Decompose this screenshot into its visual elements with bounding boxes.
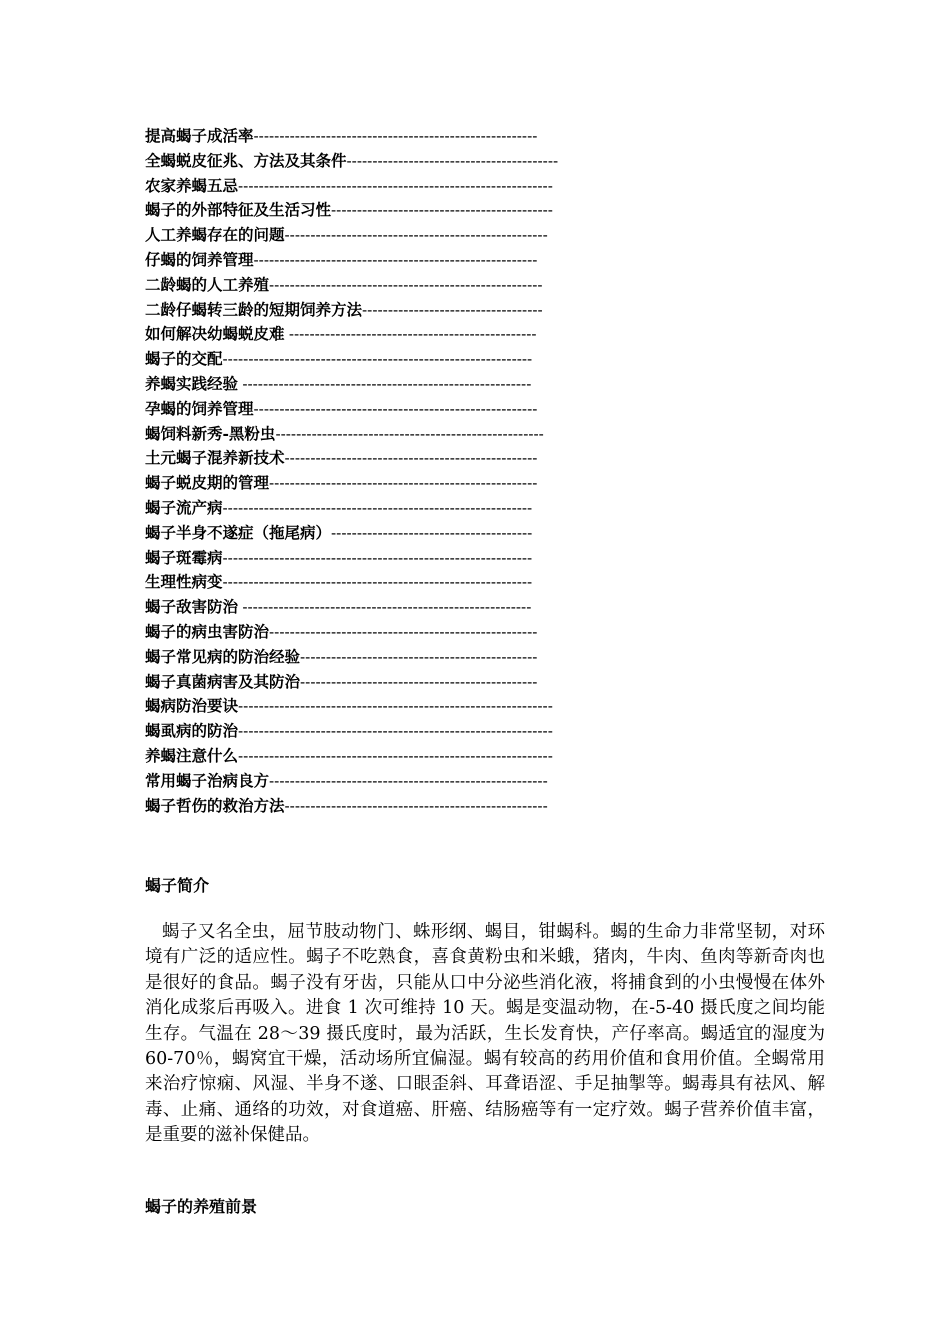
- toc-entry-title: 蝎子的病虫害防治: [145, 621, 270, 641]
- toc-leader-dashes: -----------------------------------------: [346, 152, 559, 170]
- toc-leader-dashes: --------------------------------------------------------: [238, 599, 532, 617]
- toc-leader-dashes: -------------------------------------------------------: [253, 128, 538, 145]
- toc-entry-title: 养蝎注意什么: [145, 745, 239, 765]
- toc-leader-dashes: --------------------------------------------------------: [238, 375, 532, 393]
- intro-heading: 蝎子简介: [145, 876, 210, 895]
- toc-leader-dashes: ---------------------------------------: [331, 524, 533, 542]
- toc-entry[interactable]: [145, 595, 705, 620]
- toc-leader-dashes: -------------------------------------------------------: [253, 251, 538, 269]
- toc-entry[interactable]: [145, 670, 705, 695]
- toc-leader-dashes: ----------------------------------------------------: [275, 425, 544, 443]
- toc-entry-title: 二龄蝎的人工养殖: [145, 274, 270, 294]
- toc-leader-dashes: ------------------------------------------------------------: [222, 574, 533, 592]
- toc-entry-title: 土元蝎子混养新技术: [145, 448, 285, 468]
- toc-entry[interactable]: [145, 471, 705, 496]
- toc-entry-title: 蝎病防治要诀: [145, 696, 239, 716]
- toc-leader-dashes: -------------------------------------------: [331, 202, 553, 220]
- toc-entry-title: 如何解决幼蝎蜕皮难: [145, 324, 285, 344]
- toc-entry-title: 生理性病变: [145, 572, 223, 592]
- toc-entry-title: 农家养蝎五忌: [145, 175, 239, 195]
- toc-entry-title: 孕蝎的饲养管理: [145, 398, 254, 418]
- toc-leader-dashes: -------------------------------------------------------------: [238, 177, 553, 195]
- toc-leader-dashes: ----------------------------------------------------: [269, 475, 538, 493]
- toc-entry-title: 蝎子敌害防治: [145, 597, 239, 617]
- toc-leader-dashes: -----------------------------------: [362, 301, 543, 319]
- toc-entry[interactable]: [145, 546, 705, 571]
- toc-entry-title: 蝎子的外部特征及生活习性: [145, 200, 332, 220]
- toc-leader-dashes: -------------------------------------------------------------: [238, 747, 553, 765]
- toc-entry[interactable]: [145, 719, 705, 744]
- toc-entry[interactable]: [145, 223, 705, 248]
- toc-entry[interactable]: [145, 769, 705, 794]
- toc-entry-title: 蝎饲料新秀-黑粉虫: [145, 423, 276, 443]
- toc-leader-dashes: -------------------------------------------------------------: [238, 698, 553, 716]
- toc-leader-dashes: ------------------------------------------------------: [269, 772, 548, 790]
- toc-entry[interactable]: [145, 174, 705, 199]
- toc-entry[interactable]: [145, 149, 705, 174]
- toc-leader-dashes: ----------------------------------------------------: [269, 623, 538, 641]
- toc-entry-title: 蝎子蜕皮期的管理: [145, 473, 270, 493]
- toc-entry-title: 蝎子斑霉病: [145, 547, 223, 567]
- toc-entry[interactable]: [145, 372, 705, 397]
- toc-entry[interactable]: [145, 422, 705, 447]
- toc-entry[interactable]: [145, 496, 705, 521]
- toc-leader-dashes: ---------------------------------------------------: [284, 227, 548, 245]
- toc-entry-title: 二龄仔蝎转三龄的短期饲养方法: [145, 299, 363, 319]
- toc-entry[interactable]: [145, 248, 705, 273]
- toc-entry[interactable]: [145, 570, 705, 595]
- toc-entry[interactable]: [145, 744, 705, 769]
- toc-leader-dashes: ----------------------------------------------: [300, 648, 538, 666]
- toc-entry[interactable]: [145, 198, 705, 223]
- toc-entry-title: 蝎子半身不遂症（拖尾病）: [145, 522, 332, 542]
- toc-leader-dashes: ----------------------------------------------: [300, 673, 538, 691]
- toc-entry-title: 养蝎实践经验: [145, 373, 239, 393]
- toc-leader-dashes: ------------------------------------------------: [284, 326, 537, 344]
- toc-entry-title: 仔蝎的饲养管理: [145, 249, 254, 269]
- toc-entry-title: 蝎子真菌病害及其防治: [145, 671, 301, 691]
- toc-entry-title: 蝎虱病的防治: [145, 721, 239, 741]
- toc-entry[interactable]: [145, 794, 705, 819]
- toc-entry[interactable]: [145, 273, 705, 298]
- toc-leader-dashes: ------------------------------------------------------------: [222, 351, 533, 369]
- toc-leader-dashes: -----------------------------------------------------: [269, 276, 543, 294]
- toc-entry-title: 全蝎蜕皮征兆、方法及其条件: [145, 150, 347, 170]
- toc-entry[interactable]: [145, 620, 705, 645]
- toc-entry[interactable]: [145, 298, 705, 323]
- prospect-heading: 蝎子的养殖前景: [145, 1197, 258, 1216]
- toc-entry[interactable]: [145, 521, 705, 546]
- toc-entry-title: 蝎子哲伤的救治方法: [145, 795, 285, 815]
- toc-leader-dashes: ------------------------------------------------------------: [222, 499, 533, 517]
- toc-entry-title: 提高蝎子成活率: [145, 126, 254, 145]
- toc-entry-title: 蝎子的交配: [145, 349, 223, 369]
- intro-paragraph: 蝎子又名全虫，屈节肢动物门、蛛形纲、蝎目，钳蝎科。蝎的生命力非常坚韧，对环境有广泛的适应性。蝎子不吃熟食，喜食黄粉虫和米蛾，猪肉，牛肉、鱼肉等新奇肉也是很好的食品。蝎子没有牙齿，只能从口中分泌些消化液，将捕食到的小虫慢慢在体外消化成浆后再吸入。进食 1 次可维持 10 天。蝎是变温动物，在-5-40 摄氏度之间均能生存。气温在 28～39 摄氏度时，最为活跃，生长发育快，产仔率高。蝎适宜的湿度为 60-70％，蝎窝宜干燥，活动场所宜偏湿。蝎有较高的药用价值和食用价值。全蝎常用来治疗惊痫、风湿、半身不遂、口眼歪斜、耳聋语涩、手足抽掣等。蝎毒具有祛风、解毒、止痛、通络的功效，对食道癌、肝癌、结肠癌等有一定疗效。蝎子营养价值丰富，是重要的滋补保健品。: [145, 922, 825, 1146]
- table-of-contents: [145, 124, 705, 818]
- toc-leader-dashes: -------------------------------------------------------------: [238, 723, 553, 741]
- toc-leader-dashes: ------------------------------------------------------------: [222, 549, 533, 567]
- toc-leader-dashes: -------------------------------------------------------: [253, 400, 538, 418]
- toc-entry[interactable]: [145, 694, 705, 719]
- toc-entry[interactable]: [145, 645, 705, 670]
- toc-entry-title: 蝎子常见病的防治经验: [145, 646, 301, 666]
- toc-leader-dashes: -------------------------------------------------: [284, 450, 538, 468]
- toc-entry-title: 人工养蝎存在的问题: [145, 225, 285, 245]
- toc-entry[interactable]: [145, 397, 705, 422]
- toc-entry-title: 常用蝎子治病良方: [145, 770, 270, 790]
- toc-entry[interactable]: [145, 347, 705, 372]
- toc-leader-dashes: ---------------------------------------------------: [284, 797, 548, 815]
- toc-entry[interactable]: [145, 322, 705, 347]
- toc-entry-title: 蝎子流产病: [145, 497, 223, 517]
- toc-entry[interactable]: [145, 124, 705, 149]
- toc-entry[interactable]: [145, 446, 705, 471]
